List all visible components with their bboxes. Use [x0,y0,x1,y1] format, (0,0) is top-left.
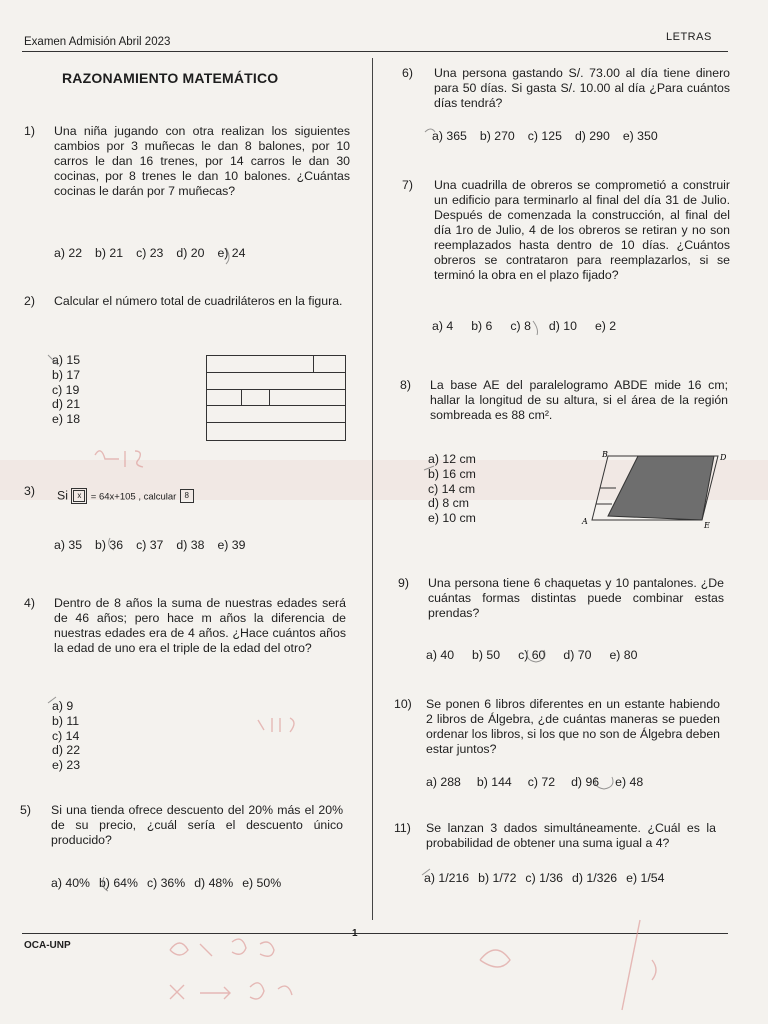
q1-option-c[interactable]: c) 23 [136,246,164,260]
q2-option-d[interactable]: d) 21 [52,397,81,412]
q7-number: 7) [402,178,413,192]
q3-si: Si [57,488,68,503]
q6-option-a[interactable]: a) 365 [432,129,467,143]
answer-tick [48,697,56,703]
q5-option-d[interactable]: d) 48% [194,876,234,890]
q8-option-b[interactable]: b) 16 cm [428,466,476,481]
q3-number: 3) [24,484,35,498]
pencil-mark [170,939,274,956]
q10-option-c[interactable]: c) 72 [527,775,556,789]
q8-text: La base AE del paralelogramo ABDE mide 16 cm; hallar la longitud de su altura, si el área de la región sombreada es 88 cm². [430,378,728,422]
answer-tick [533,321,538,335]
q6-text: Una persona gastando S/. 73.00 al día tiene dinero para 50 días. Si gasta S/. 10.00 al día ¿Para cuántos días tendrá? [434,66,730,110]
answer-tick [595,777,613,789]
q1-option-e[interactable]: e) 24 [217,246,246,260]
pencil-mark [622,920,656,1010]
q3-equation: = 64x+105 , calcular [90,491,177,503]
section-title: RAZONAMIENTO MATEMÁTICO [62,70,279,86]
exam-header-title: Examen Admisión Abril 2023 [24,36,171,48]
q5-option-e[interactable]: e) 50% [242,876,282,890]
vertex-e-label: E [704,521,710,530]
q5-option-a[interactable]: a) 40% [51,876,90,890]
q4-option-b[interactable]: b) 11 [52,713,80,728]
q4-option-a[interactable]: a) 9 [52,699,74,713]
answer-tick [103,877,108,891]
q3-operator-x: x [71,488,87,504]
q2-option-e[interactable]: e) 18 [52,412,81,427]
answer-tick [422,869,430,875]
q4-text: Dentro de 8 años la suma de nuestras edades será de 46 años; pero hace m años la diferencia de nuestras edades era de 4 años. ¿Hace cuántos años la edad de uno era el triple de la edad del otro? [54,596,346,655]
q5-option-c[interactable]: c) 36% [146,876,186,890]
vertex-d-label: D [720,453,727,462]
q11-option-b[interactable]: b) 1/72 [478,871,517,885]
q9-option-c[interactable]: c) 60 [518,648,546,662]
q6-number: 6) [402,66,413,80]
q4-option-e[interactable]: e) 23 [52,758,81,773]
exam-header-area: LETRAS [666,31,712,43]
q8-number: 8) [400,378,411,392]
q8-option-a[interactable]: a) 12 cm [428,452,476,466]
q7-option-b[interactable]: b) 6 [471,319,493,333]
q7-option-e[interactable]: e) 2 [594,319,617,333]
q10-option-d[interactable]: d) 96 [571,775,600,789]
q9-number: 9) [398,576,409,590]
q6-option-e[interactable]: e) 350 [622,129,658,143]
q8-option-e[interactable]: e) 10 cm [428,511,476,526]
q2-text: Calcular el número total de cuadriláteros en la figura. [54,294,343,308]
footer-org: OCA-UNP [24,940,71,951]
q1-option-d[interactable]: d) 20 [176,246,205,260]
q1-number: 1) [24,124,35,138]
q10-option-a[interactable]: a) 288 [426,775,461,789]
answer-tick [425,129,435,132]
q3-option-a[interactable]: a) 35 [54,538,83,552]
q9-option-b[interactable]: b) 50 [472,648,501,662]
q7-option-a[interactable]: a) 4 [432,319,454,333]
q11-text: Se lanzan 3 dados simultáneamente. ¿Cuál es la probabilidad de obtener una suma igual a 4? [426,821,716,850]
answer-tick [527,650,545,662]
answer-tick [48,355,58,365]
q11-option-c[interactable]: c) 1/36 [525,871,564,885]
q4-option-d[interactable]: d) 22 [52,743,81,758]
q1-option-a[interactable]: a) 22 [54,246,83,260]
q4-number: 4) [24,596,35,610]
answer-tick [226,248,229,264]
q6-option-d[interactable]: d) 290 [574,129,610,143]
q5-number: 5) [20,803,31,817]
q8-option-d[interactable]: d) 8 cm [428,496,469,511]
q1-option-b[interactable]: b) 21 [95,246,124,260]
q3-option-c[interactable]: c) 37 [136,538,164,552]
q2-option-c[interactable]: c) 19 [52,382,80,397]
q9-option-a[interactable]: a) 40 [426,648,455,662]
q11-option-e[interactable]: e) 1/54 [626,871,665,885]
q7-option-c[interactable]: c) 8 [510,319,531,333]
q1-text: Una niña jugando con otra realizan los siguientes cambios por 3 muñecas le dan 8 balones, por 10 carros le dan 16 trenes, por 14 carros le dan 30 cocinas, por 8 trenes le dan 10 balones. ¿Cuántas cocinas le darán por 7 muñecas? [54,124,350,198]
q10-option-e[interactable]: e) 48 [615,775,644,789]
pencil-mark [95,451,143,467]
q3-option-b[interactable]: b) 36 [95,538,124,552]
q10-number: 10) [394,697,412,711]
pencil-mark [258,718,294,732]
q9-option-e[interactable]: e) 80 [609,648,638,662]
q10-text: Se ponen 6 libros diferentes en un estante habiendo 2 libros de Álgebra, ¿de cuántas maneras se pueden ordenar los libros, si los que no son de Álgebra deben estar juntos? [426,697,720,756]
vertex-b-label: B [602,450,608,459]
q11-option-a[interactable]: a) 1/216 [424,871,470,885]
q5-text: Si una tienda ofrece descuento del 20% más el 20% de su precio, ¿cuál sería el descuento único producido? [51,803,343,847]
q2-option-a[interactable]: a) 15 [52,353,81,367]
answer-tick [109,538,114,550]
q9-text: Una persona tiene 6 chaquetas y 10 pantalones. ¿De cuántas formas distintas puede combinar estas prendas? [428,576,724,620]
answer-tick [424,466,434,470]
q11-option-d[interactable]: d) 1/326 [572,871,618,885]
q2-number: 2) [24,294,35,308]
q3-operator-8: 8 [180,489,194,503]
q6-option-c[interactable]: c) 125 [527,129,562,143]
page-number: 1 [352,928,358,939]
q8-option-c[interactable]: c) 14 cm [428,481,476,496]
q2-option-b[interactable]: b) 17 [52,367,81,382]
q3-option-d[interactable]: d) 38 [176,538,205,552]
q4-option-c[interactable]: c) 14 [52,728,80,743]
vertex-a-label: A [582,517,588,526]
q7-option-d[interactable]: d) 10 [548,319,577,333]
pencil-mark [480,950,510,967]
q5-option-b[interactable]: b) 64% [98,876,138,890]
q7-text: Una cuadrilla de obreros se comprometió a construir un edificio para terminarlo al final del día 31 de Julio. Después de comenzada la construcción, al final del día 1ro de Julio, 4 de los obreros se retiran y no son reemplazados hasta dentro de 10 días. ¿Cuántos obreros se contrataron para reemplazarlos, si se terminó la obra en el plazo fijado? [434,178,730,282]
q9-option-d[interactable]: d) 70 [563,648,592,662]
pencil-mark [170,983,292,999]
q3-option-e[interactable]: e) 39 [217,538,246,552]
q11-number: 11) [394,821,411,835]
q10-option-b[interactable]: b) 144 [476,775,512,789]
q6-option-b[interactable]: b) 270 [479,129,515,143]
